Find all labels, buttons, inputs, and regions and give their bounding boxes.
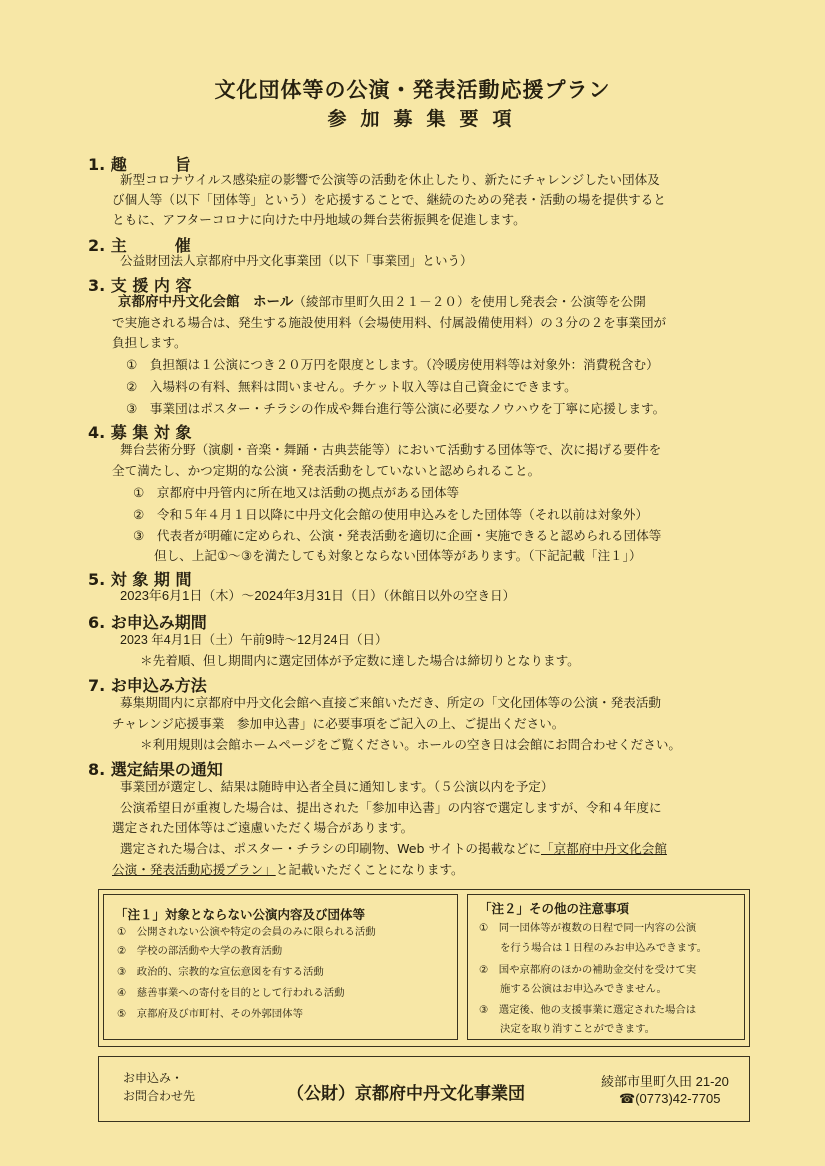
section-3-item: ① 負担額は１公演につき２０万円を限度とします。（冷暖房使用料等は対象外：消費税含む） [126,357,659,372]
section-5-heading: 5. 対 象 期 間 [88,570,192,589]
section-8-emphasis: 公演・発表活動応援プラン」 [112,862,276,877]
note-2-item: 決定を取り消すことができます。 [500,1023,656,1035]
section-4-item: ③ 代表者が明確に定められ、公演・発表活動を適切に企画・実施できると認められる団体等 [133,528,662,543]
section-8-heading: 8. 選定結果の通知 [88,760,223,779]
section-8-line: 事業団が選定し、結果は随時申込者全員に通知します。（５公演以内を予定） [120,779,554,794]
section-8-emphasis: 「京都府中丹文化会館 [540,841,667,856]
note-1-item: ⑤ 京都府及び市町村、その外郭団体等 [117,1008,303,1020]
note-2-item: ② 国や京都府のほかの補助金交付を受けて実 [479,964,697,976]
section-6-note: ＊先着順、但し期間内に選定団体が予定数に達した場合は締切りとなります。 [140,653,580,668]
section-3-heading: 3. 支 援 内 容 [88,276,192,295]
section-6-period: 2023 年4月1日（土）午前9時～12月24日（日） [120,633,388,647]
section-8-line [120,839,667,859]
page-title: 文化団体等の公演・発表活動応援プラン [214,78,611,102]
section-3-venue-line [118,292,646,312]
contact-phone: ☎(0773)42-7705 [619,1091,721,1106]
note-1-item: ③ 政治的、宗教的な宣伝意図を有する活動 [117,966,324,978]
section-3-item: ③ 事業団はポスター・チラシの作成や舞台進行等公演に必要なノウハウを丁寧に応援します。 [126,401,666,416]
section-4-line: 全て満たし、かつ定期的な公演・発表活動をしていないと認められること。 [112,463,541,478]
note-2-item: 施する公演はお申込みできません。 [500,983,667,995]
section-3-line: （綾部市里町久田２１－２０）を使用し発表会・公演等を公開 [293,294,646,309]
section-3-line: 負担します。 [112,335,187,350]
section-7-line: チャレンジ応援事業 参加申込書」に必要事項をご記入の上、ご提出ください。 [112,716,565,731]
note-2-title: 「注２」その他の注意事項 [479,901,630,916]
section-5-period-line [120,586,515,606]
section-8-line: 選定された団体等はご遠慮いただく場合があります。 [112,820,414,835]
contact-label: お問合わせ先 [123,1089,196,1103]
section-1-line: ともに、アフターコロナに向けた中丹地域の舞台芸術振興を促進します。 [112,212,526,227]
note-1-title: 「注１」対象とならない公演内容及び団体等 [115,907,366,922]
section-8-text: と記載いただくことになります。 [275,862,464,877]
section-4-item: ② 令和５年４月１日以降に中丹文化会館の使用申込みをした団体等（それ以前は対象外） [133,507,649,522]
section-4-item: ① 京都府中丹管内に所在地又は活動の拠点がある団体等 [133,485,460,500]
section-8-text: 選定された場合は、ポスター・チラシの印刷物、Web サイトの掲載などに [120,841,541,856]
note-1-item: ① 公開されない公演や特定の会員のみに限られる活動 [117,926,376,938]
section-7-line: 募集期間内に京都府中丹文化会館へ直接ご来館いただき、所定の「文化団体等の公演・発表活動 [120,695,662,710]
section-1-line: 新型コロナウイルス感染症の影響で公演等の活動を休止したり、新たにチャレンジしたい団体及 [120,172,660,187]
note-2-item: ③ 選定後、他の支援事業に選定された場合は [479,1004,697,1016]
note-1-item: ② 学校の部活動や大学の教育活動 [117,945,283,957]
contact-label: お申込み・ [123,1071,184,1085]
section-7-heading: 7. お申込み方法 [88,676,207,695]
section-1-heading: 1. 趣 旨 [88,155,191,174]
section-6-heading: 6. お申込み期間 [88,613,207,632]
note-1-item: ④ 慈善事業への寄付を目的として行われる活動 [117,987,345,999]
section-5-period: 2023年6月1日（木）～2024年3月31日（日） [120,588,383,603]
section-2-heading: 2. 主 催 [88,236,191,255]
contact-organization: （公財）京都府中丹文化事業団 [287,1084,525,1104]
contact-box [98,1056,750,1122]
section-4-line: 舞台芸術分野（演劇・音楽・舞踊・古典芸能等）において活動する団体等で、次に掲げる要件を [120,442,662,457]
section-5-period-note: （休館日以外の空き日） [383,588,516,603]
section-2-line: 公益財団法人京都府中丹文化事業団（以下「事業団」という） [120,253,473,268]
page-subtitle: 参加募集要項 [327,108,526,130]
section-1-line: び個人等（以下「団体等」という）を応援することで、継続のための発表・活動の場を提供すると [112,192,666,207]
section-4-heading: 4. 募 集 対 象 [88,423,192,442]
section-8-line [112,860,464,880]
note-2-item: を行う場合は１日程のみお申込みできます。 [500,942,707,954]
section-8-line: 公演希望日が重複した場合は、提出された「参加申込書」の内容で選定しますが、令和４年度に [120,800,662,815]
section-3-item: ② 入場料の有料、無料は問いません。チケット収入等は自己資金にできます。 [126,379,577,394]
section-4-item: 但し、上記①～③を満たしても対象とならない団体等があります。（下記記載「注１」） [154,548,642,563]
note-2-item: ① 同一団体等が複数の日程で同一内容の公演 [479,922,697,934]
contact-address: 綾部市里町久田 21-20 [601,1074,729,1089]
section-3-venue: 京都府中丹文化会館 ホール [118,294,294,310]
section-7-line: ＊利用規則は会館ホームページをご覧ください。ホールの空き日は会館にお問合わせください。 [140,737,682,752]
section-3-line: で実施される場合は、発生する施設使用料（会場使用料、付属設備使用料）の３分の２を事業団が [112,315,667,330]
